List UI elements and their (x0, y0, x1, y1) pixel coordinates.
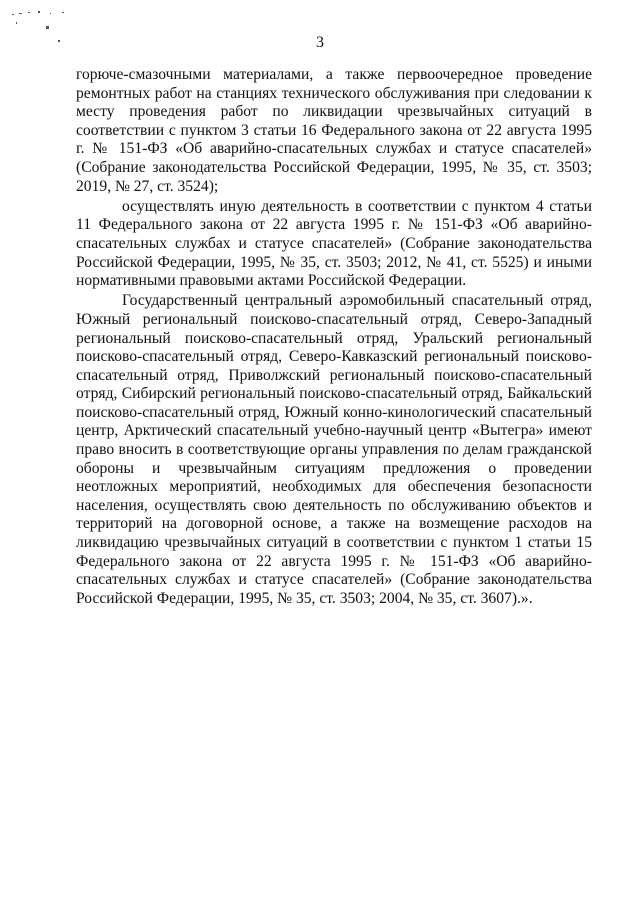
paragraph-rescue-units: Государственный центральный аэромобильный спасательный отряд, Южный региональный поисково-спасательный отряд, Северо-Западный региональный поисково-спасательный отряд, Уральский региональный поисково-спасательный отряд, Северо-Кавказский региональный поисково-спасательный отряд, Приволжский региональный поисково-спасательный отряд, Сибирский региональный поисково-спасательный отряд, Байкальский поисково-спасательный отряд, Южный конно-кинологический спасательный центр, Арктический спасательный учебно-научный центр «Вытегра» имеют право вносить в соответствующие органы управления по делам гражданской обороны и чрезвычайным ситуациям предложения о проведении неотложных мероприятий, необходимых для обеспечения безопасности населения, осуществлять свою деятельность по обслуживанию объектов и территорий на договорной основе, а также на возмещение расходов на ликвидацию чрезвычайных ситуаций в соответствии с пунктом 1 статьи 15 Федерального закона от 22 августа 1995 г. № 151-ФЗ «Об аварийно-спасательных службах и статусе спасателей» (Собрание законодательства Российской Федерации, 1995, № 35, ст. 3503; 2004, № 35, ст. 3607).». (76, 292, 592, 607)
paragraph-other-activity: осуществлять иную деятельность в соответствии с пунктом 4 статьи 11 Федерального закона от 22 августа 1995 г. № 151-ФЗ «Об аварийно-спасательных службах и статусе спасателей» (Собрание законодательства Российской Федерации, 1995, № 35, ст. 3503; 2012, № 41, ст. 5525) и иными нормативными правовыми актами Российской Федерации. (76, 197, 592, 290)
document-body (76, 66, 592, 610)
paragraph-continuation: горюче-смазочными материалами, а также первоочередное проведение ремонтных работ на станциях технического обслуживания при следовании к месту проведения работ по ликвидации чрезвычайных ситуаций в соответствии с пунктом 3 статьи 16 Федерального закона от 22 августа 1995 г. № 151-ФЗ «Об аварийно-спасательных службах и статусе спасателей» (Собрание законодательства Российской Федерации, 1995, № 35, ст. 3503; 2019, № 27, ст. 3524); (76, 66, 592, 195)
page-number: 3 (316, 34, 324, 51)
